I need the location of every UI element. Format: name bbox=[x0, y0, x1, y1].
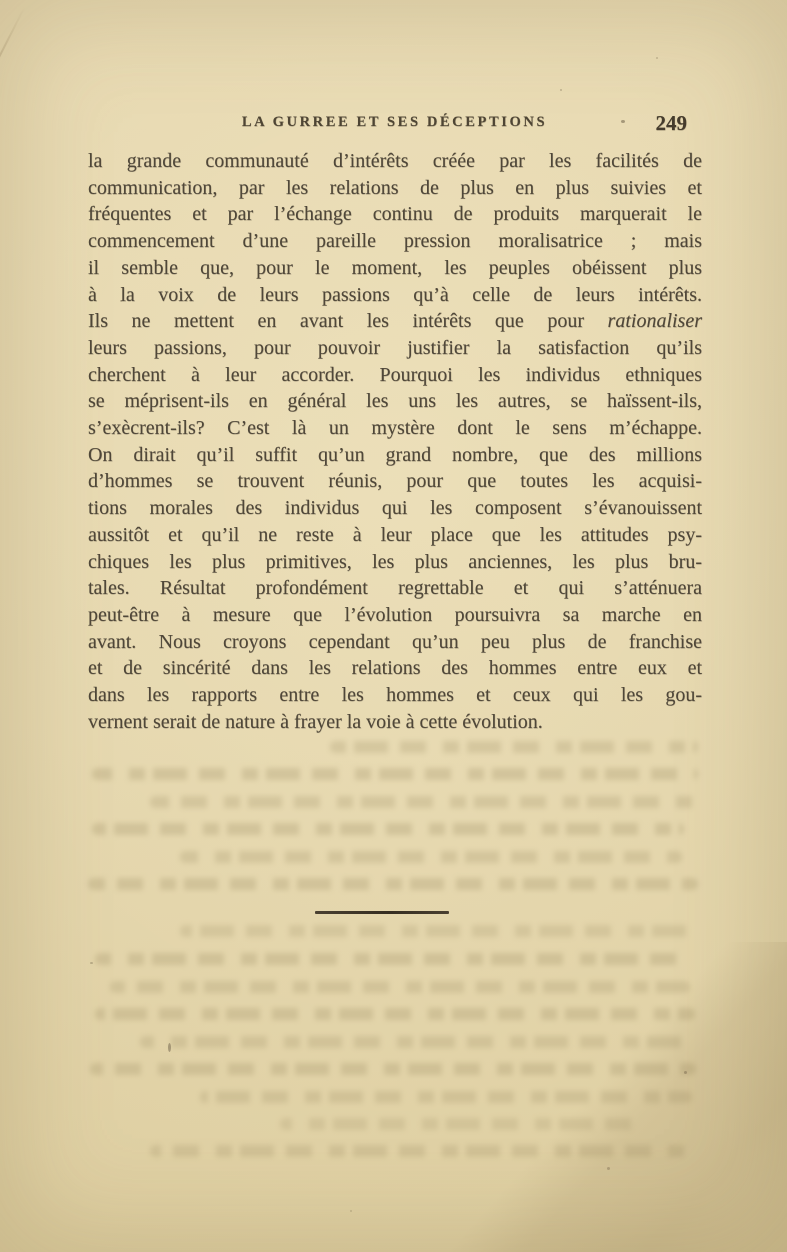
bleed-through-line bbox=[280, 1118, 642, 1130]
page-header bbox=[88, 111, 701, 137]
bleed-through-line bbox=[330, 741, 698, 753]
bleed-through-line bbox=[150, 1145, 692, 1157]
text-line: commencement d’une pareille pression moralisatrice ; mais bbox=[88, 230, 702, 253]
text-line: chiques les plus primitives, les plus anciennes, les plus bru- bbox=[88, 550, 702, 573]
paper-speck bbox=[607, 1167, 610, 1170]
text-line: à la voix de leurs passions qu’à celle de leurs intérêts. bbox=[88, 283, 702, 306]
text-line: d’hommes se trouvent réunis, pour que toutes les acquisi- bbox=[88, 470, 702, 493]
bleed-through-line bbox=[92, 823, 684, 835]
bleed-through-line bbox=[200, 1091, 692, 1103]
text-line: tions morales des individus qui les composent s’évanouissent bbox=[88, 497, 702, 520]
text-line: cherchent à leur accorder. Pourquoi les individus ethniques bbox=[88, 363, 702, 386]
text-line: il semble que, pour le moment, les peuples obéissent plus bbox=[88, 256, 702, 279]
bleed-through-line bbox=[150, 796, 698, 808]
page-number: 249 bbox=[655, 111, 687, 135]
body-text bbox=[88, 148, 702, 735]
bleed-through-line bbox=[88, 878, 698, 890]
text-line: et de sincérité dans les relations des hommes entre eux et bbox=[88, 657, 702, 680]
paper-speck bbox=[656, 57, 658, 59]
bleed-through-line bbox=[95, 953, 681, 965]
paper-speck bbox=[560, 89, 562, 91]
text-line: dans les rapports entre les hommes et ceux qui les gou- bbox=[88, 684, 702, 707]
corner-shade bbox=[437, 942, 787, 1252]
bleed-through-line bbox=[180, 925, 692, 937]
text-line: avant. Nous croyons cependant qu’un peu plus de franchise bbox=[88, 630, 702, 653]
text-line: communication, par les relations de plus en plus suivies et bbox=[88, 176, 702, 199]
text-line: la grande communauté d’intérêts créée par les facilités de bbox=[88, 150, 702, 172]
text-line: aussitôt et qu’il ne reste à leur place que les attitudes psy- bbox=[88, 523, 702, 546]
text-line: peut-être à mesure que l’évolution poursuivra sa marche en bbox=[88, 603, 702, 626]
section-divider-rule bbox=[315, 911, 449, 914]
text-line: s’exècrent-ils? C’est là un mystère dont le sens m’échappe. bbox=[88, 417, 702, 440]
text-line: vernent serait de nature à frayer la voie à cette évolution. bbox=[88, 710, 543, 733]
running-header-title: LA GURREE ET SES DÉCEPTIONS bbox=[241, 114, 548, 130]
text-line: leurs passions, pour pouvoir justifier la satisfaction qu’ils bbox=[88, 336, 702, 359]
text-line: se méprisent-ils en général les uns les autres, se haïssent-ils, bbox=[88, 390, 702, 413]
text-line: tales. Résultat profondément regrettable et qui s’atténuera bbox=[88, 577, 702, 600]
text-line: fréquentes et par l’échange continu de produits marquerait le bbox=[88, 203, 702, 226]
text-line: On dirait qu’il suffit qu’un grand nombre, que des millions bbox=[88, 443, 702, 466]
text-line: Ils ne mettent en avant les intérêts que pour rationaliser bbox=[88, 310, 702, 333]
bleed-through-line bbox=[140, 1036, 692, 1048]
paper-speck bbox=[684, 1071, 687, 1074]
paper-speck bbox=[168, 1043, 171, 1052]
paper-speck bbox=[90, 962, 93, 964]
bleed-through-line bbox=[110, 981, 690, 993]
scratch-mark bbox=[0, 6, 25, 140]
bleed-through-line bbox=[180, 851, 682, 863]
bleed-through-line bbox=[90, 1063, 696, 1075]
paper-speck bbox=[350, 1210, 352, 1212]
bleed-through-line bbox=[92, 768, 698, 780]
bleed-through-line bbox=[95, 1008, 695, 1020]
